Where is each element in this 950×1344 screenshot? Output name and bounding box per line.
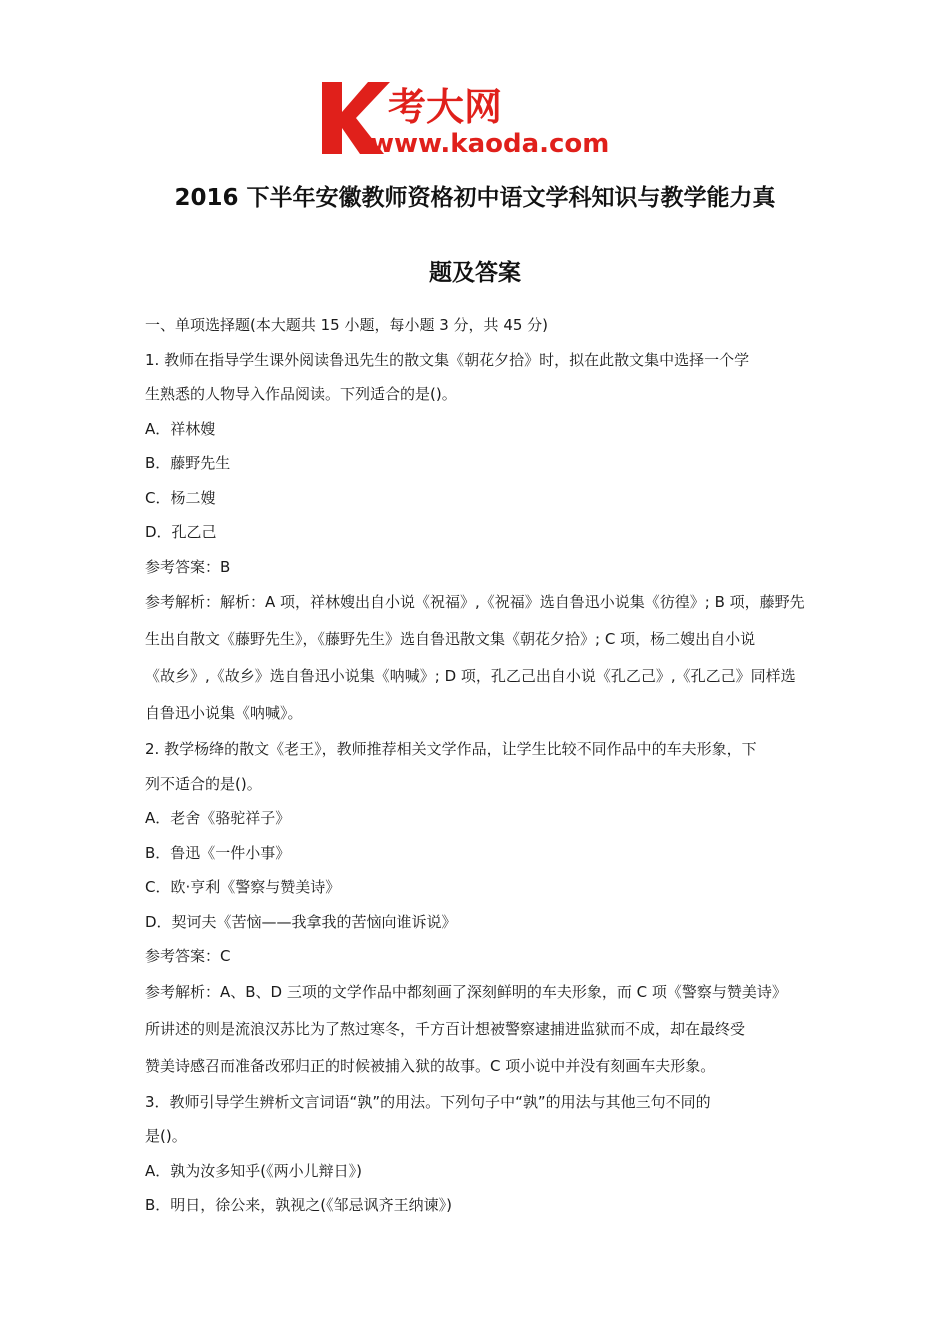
kaoda-logo <box>318 78 638 158</box>
logo-url-text: www.kaoda.com <box>370 129 610 158</box>
question-1-option-a: A．祥林嫂 <box>145 419 216 438</box>
page-title-line-1: 2016 下半年安徽教师资格初中语文学科知识与教学能力真 <box>174 185 776 211</box>
kaoda-logo-graphic <box>318 78 638 158</box>
question-2-option-c: C．欧·亨利《警察与赞美诗》 <box>145 878 341 896</box>
question-2-stem-line-1: 2. 教学杨绛的散文《老王》，教师推荐相关文学作品，让学生比较不同作品中的车夫形象，下 <box>145 740 757 758</box>
question-1-option-b: B．藤野先生 <box>145 454 231 472</box>
question-1-analysis-line: 《故乡》,《故乡》选自鲁迅小说集《呐喊》; D 项，孔乙己出自小说《孔乙己》,《孔乙己》同样选 <box>145 667 796 685</box>
question-3-option-b: B．明日，徐公来，孰视之(《邹忌讽齐王纳谏》) <box>145 1196 452 1214</box>
question-3-stem-line-1: 3．教师引导学生辨析文言词语“孰”的用法。下列句子中“孰”的用法与其他三句不同的 <box>145 1092 711 1111</box>
question-2-analysis-line: 赞美诗感召而准备改邪归正的时候被捕入狱的故事。C 项小说中并没有刻画车夫形象。 <box>145 1056 716 1075</box>
question-2-option-d: D．契诃夫《苦恼——我拿我的苦恼向谁诉说》 <box>145 912 457 931</box>
page-title-line-2: 题及答案 <box>429 260 521 286</box>
question-1-option-c: C．杨二嫂 <box>145 488 216 507</box>
question-3-option-a: A．孰为汝多知乎(《两小儿辩日》) <box>145 1161 362 1180</box>
question-1-option-d: D．孔乙己 <box>145 523 217 541</box>
document-body <box>145 308 810 1223</box>
question-1-analysis-line: 参考解析：解析：A 项，祥林嫂出自小说《祝福》,《祝福》选自鲁迅小说集《彷徨》; B 项，藤野先 <box>145 593 805 611</box>
question-2-stem-line-2: 列不适合的是()。 <box>145 774 262 793</box>
question-2-analysis-line: 参考解析：A、B、D 三项的文学作品中都刻画了深刻鲜明的车夫形象，而 C 项《警察与赞美诗》 <box>145 982 787 1001</box>
question-2-analysis <box>145 974 810 1085</box>
question-1-analysis <box>145 584 810 732</box>
question-1-analysis-line: 自鲁迅小说集《呐喊》。 <box>145 704 303 722</box>
question-3-stem-line-2: 是()。 <box>145 1127 187 1145</box>
question-1-analysis-line: 生出自散文《藤野先生》，《藤野先生》选自鲁迅散文集《朝花夕拾》; C 项，杨二嫂出自小说 <box>145 630 756 648</box>
logo-brand-text: 考大网 <box>388 85 503 129</box>
question-1-stem-line-2: 生熟悉的人物导入作品阅读。下列适合的是()。 <box>145 385 457 403</box>
question-2-analysis-line: 所讲述的则是流浪汉苏比为了熬过寒冬，千方百计想被警察逮捕进监狱而不成，却在最终受 <box>145 1019 746 1038</box>
question-2-option-a: A．老舍《骆驼祥子》 <box>145 809 291 827</box>
question-2-answer: 参考答案：C <box>145 947 231 965</box>
section-heading: 一、单项选择题(本大题共 15 小题，每小题 3 分，共 45 分) <box>145 316 549 334</box>
question-1-stem-line-1: 1. 教师在指导学生课外阅读鲁迅先生的散文集《朝花夕拾》时，拟在此散文集中选择一个学 <box>145 350 750 369</box>
question-1-answer: 参考答案：B <box>145 557 231 576</box>
question-2-option-b: B．鲁迅《一件小事》 <box>145 843 291 862</box>
